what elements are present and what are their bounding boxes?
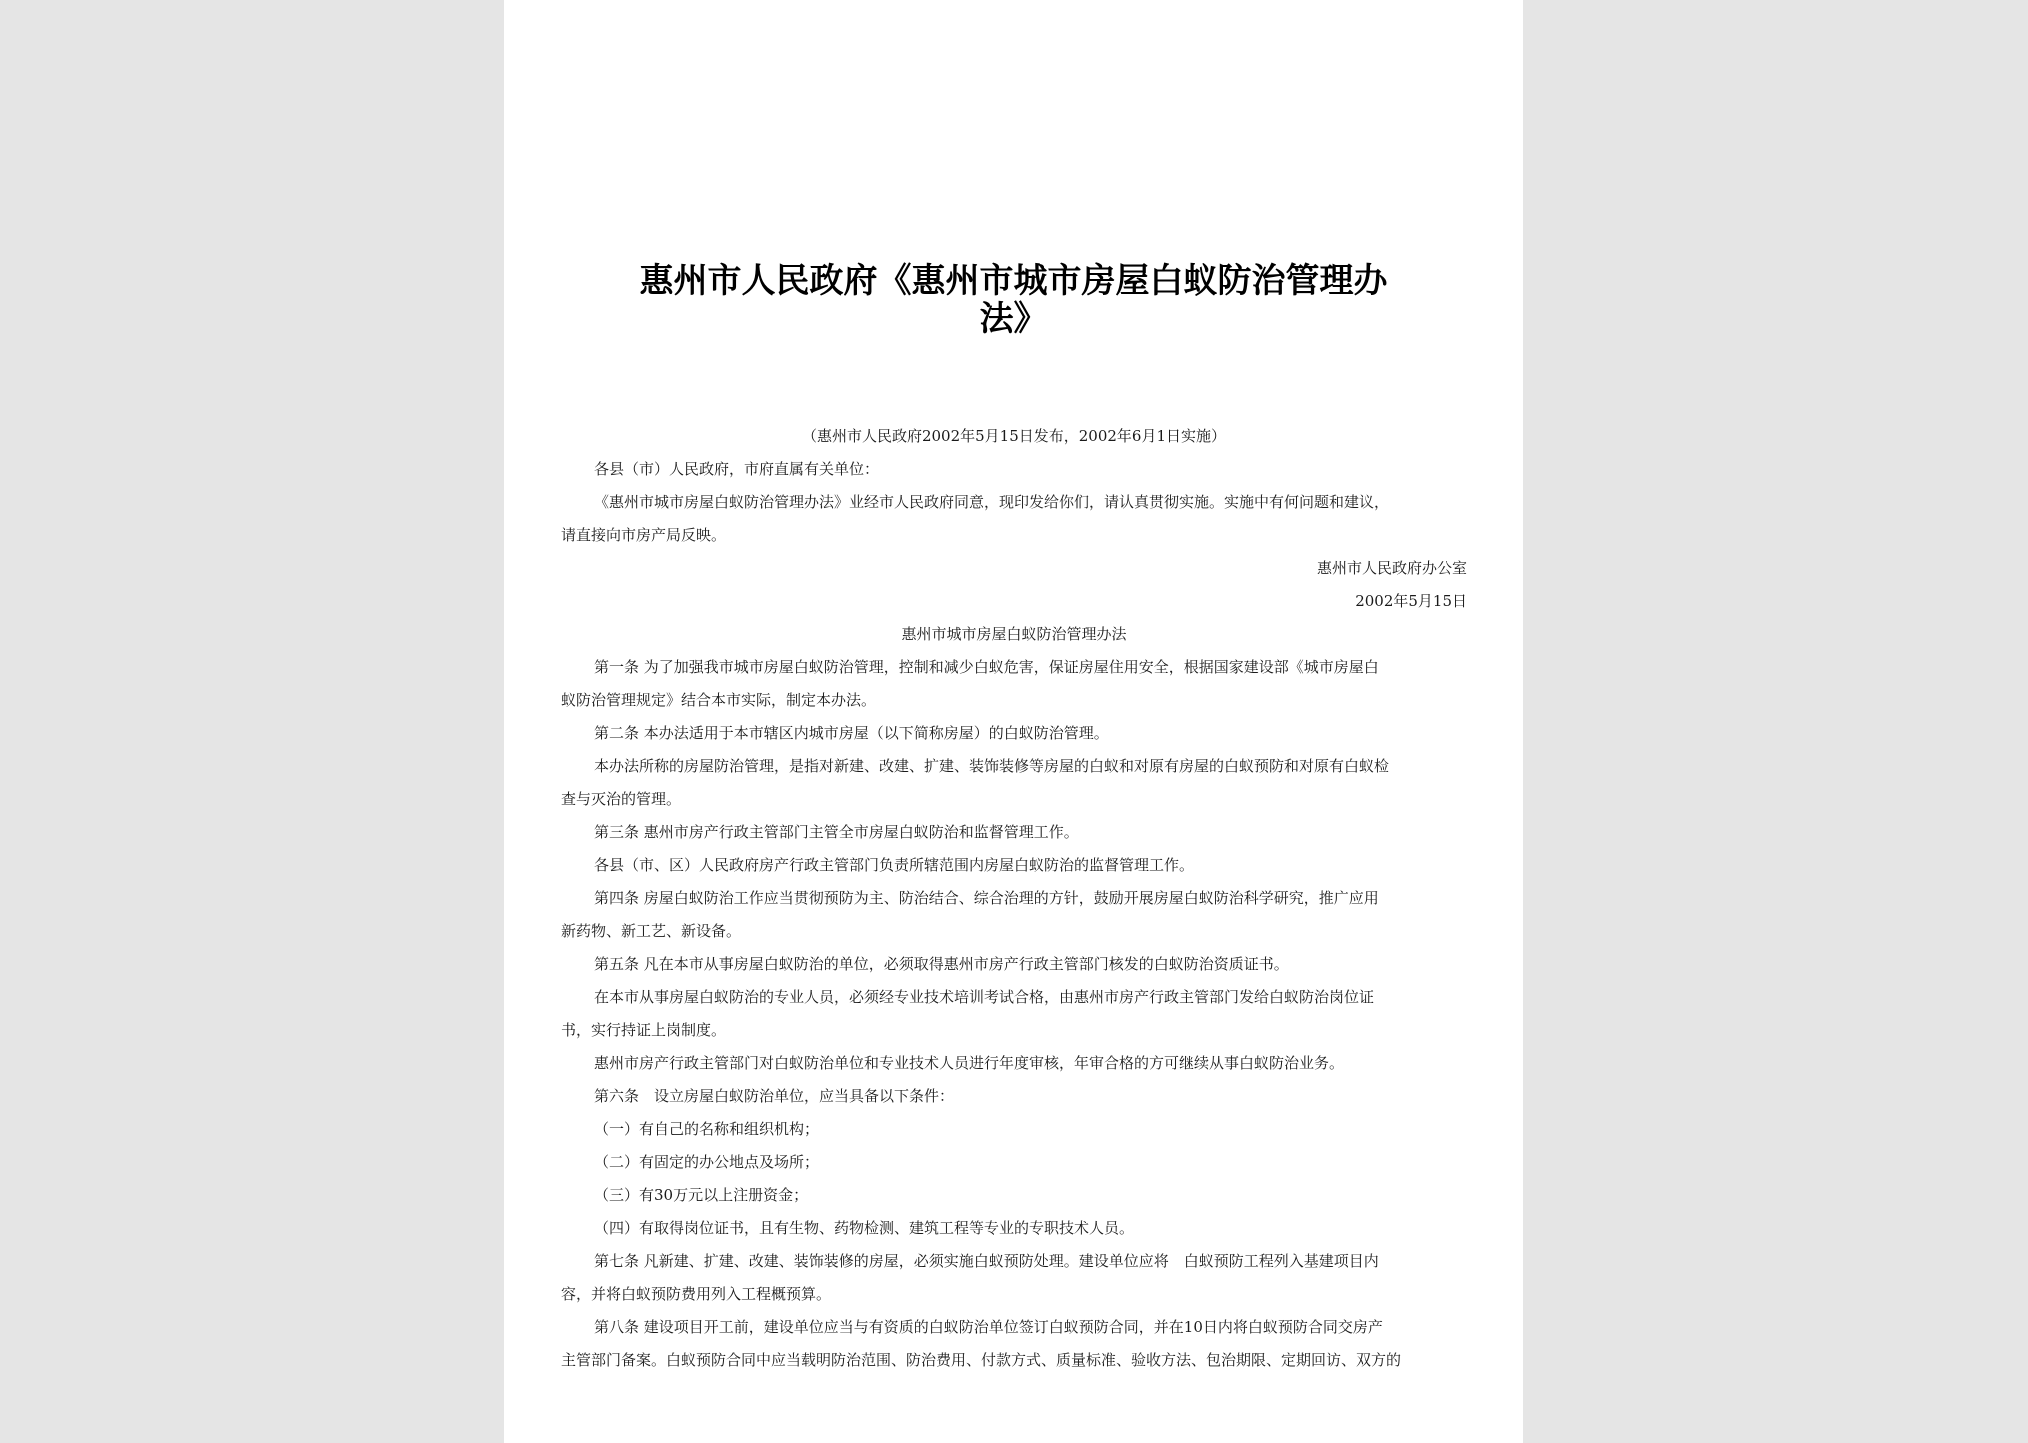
article-line: 第八条 建设项目开工前，建设单位应当与有资质的白蚁防治单位签订白蚁预防合同，并在10日内将白蚁预防合同交房产 [594, 1318, 1383, 1336]
article-line: （四）有取得岗位证书，且有生物、药物检测、建筑工程等专业的专职技术人员。 [594, 1219, 1135, 1237]
article-line: 在本市从事房屋白蚁防治的专业人员，必须经专业技术培训考试合格，由惠州市房产行政主管部门发给白蚁防治岗位证 [594, 988, 1375, 1006]
article-line: 新药物、新工艺、新设备。 [561, 922, 742, 940]
article-line: 本办法所称的房屋防治管理，是指对新建、改建、扩建、装饰装修等房屋的白蚁和对原有房屋的白蚁预防和对原有白蚁检 [594, 757, 1390, 775]
regulation-subtitle: 惠州市城市房屋白蚁防治管理办法 [901, 625, 1127, 643]
article-line: 主管部门备案。白蚁预防合同中应当载明防治范围、防治费用、付款方式、质量标准、验收方法、包治期限、定期回访、双方的 [561, 1351, 1402, 1369]
article-line: 第七条 凡新建、扩建、改建、装饰装修的房屋，必须实施白蚁预防处理。建设单位应将 白蚁预防工程列入基建项目内 [594, 1252, 1379, 1270]
article-line: 书，实行持证上岗制度。 [561, 1021, 727, 1039]
document-body [561, 420, 1467, 1377]
article-line: （一）有自己的名称和组织机构； [594, 1120, 820, 1138]
article-line: （二）有固定的办公地点及场所； [594, 1153, 820, 1171]
article-line: 各县（市、区）人民政府房产行政主管部门负责所辖范围内房屋白蚁防治的监督管理工作。 [594, 856, 1195, 874]
article-line: 查与灭治的管理。 [561, 790, 682, 808]
issued-note: （惠州市人民政府2002年5月15日发布，2002年6月1日实施） [801, 427, 1227, 445]
article-line: 第五条 凡在本市从事房屋白蚁防治的单位，必须取得惠州市房产行政主管部门核发的白蚁防治资质证书。 [594, 955, 1289, 973]
issuer: 惠州市人民政府办公室 [1316, 559, 1467, 577]
issue-date: 2002年5月15日 [1355, 592, 1467, 610]
article-line: 第六条 设立房屋白蚁防治单位，应当具备以下条件： [594, 1087, 955, 1105]
article-line: 蚁防治管理规定》结合本市实际，制定本办法。 [561, 691, 877, 709]
notice-line-2: 请直接向市房产局反映。 [561, 526, 727, 544]
article-line: 第一条 为了加强我市城市房屋白蚁防治管理，控制和减少白蚁危害，保证房屋住用安全，根据国家建设部《城市房屋白 [594, 658, 1379, 676]
article-line: 第三条 惠州市房产行政主管部门主管全市房屋白蚁防治和监督管理工作。 [594, 823, 1079, 841]
addressee: 各县（市）人民政府，市府直属有关单位： [594, 460, 880, 478]
notice-line-1: 《惠州市城市房屋白蚁防治管理办法》业经市人民政府同意，现印发给你们，请认真贯彻实施。实施中有何问题和建议， [594, 493, 1390, 511]
article-line: （三）有30万元以上注册资金； [594, 1186, 809, 1204]
article-line: 容，并将白蚁预防费用列入工程概预算。 [561, 1285, 832, 1303]
article-line: 第二条 本办法适用于本市辖区内城市房屋（以下简称房屋）的白蚁防治管理。 [594, 724, 1109, 742]
document-page [504, 0, 1523, 1443]
article-line: 惠州市房产行政主管部门对白蚁防治单位和专业技术人员进行年度审核，年审合格的方可继续从事白蚁防治业务。 [594, 1054, 1345, 1072]
document-title [574, 262, 1453, 338]
title-line-1: 惠州市人民政府《惠州市城市房屋白蚁防治管理办 [639, 261, 1388, 301]
article-line: 第四条 房屋白蚁防治工作应当贯彻预防为主、防治结合、综合治理的方针，鼓励开展房屋白蚁防治科学研究，推广应用 [594, 889, 1379, 907]
title-line-2: 法》 [979, 299, 1048, 339]
